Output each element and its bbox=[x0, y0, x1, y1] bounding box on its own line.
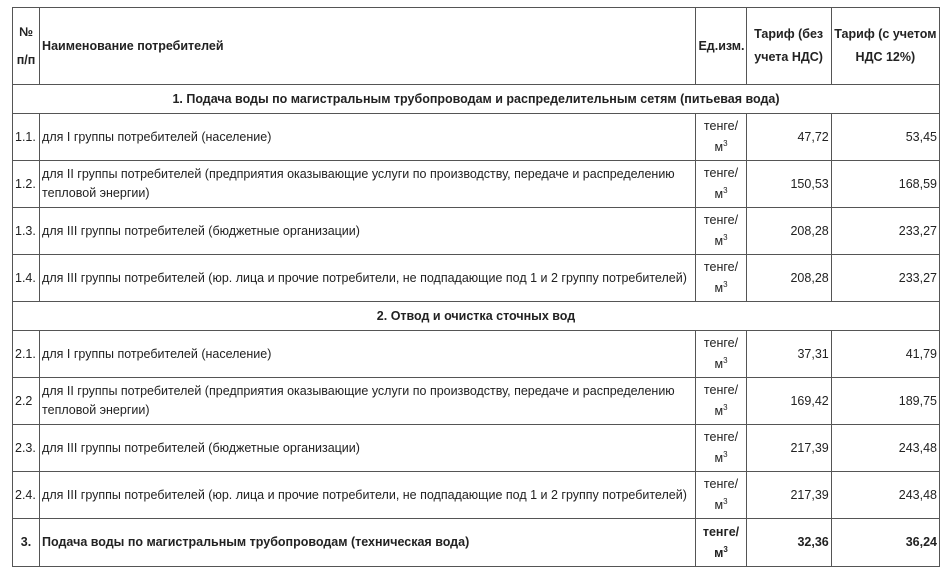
row-name: для I группы потребителей (население) bbox=[40, 331, 696, 378]
technical-water-row bbox=[13, 519, 940, 567]
row-tariff-no-vat: 208,28 bbox=[746, 208, 831, 255]
row-tariff-with-vat: 53,45 bbox=[831, 114, 939, 161]
table-header-row bbox=[13, 8, 940, 85]
row-tariff-no-vat: 32,36 bbox=[746, 519, 831, 567]
unit-exp: 3 bbox=[723, 232, 728, 242]
row-tariff-with-vat: 168,59 bbox=[831, 161, 939, 208]
unit-exp: 3 bbox=[723, 402, 728, 412]
header-unit: Ед.изм. bbox=[696, 8, 746, 85]
row-unit bbox=[696, 378, 746, 425]
unit-exp: 3 bbox=[723, 279, 728, 289]
unit-exp: 3 bbox=[723, 449, 728, 459]
row-num: 2.4. bbox=[13, 472, 40, 519]
row-num: 2.3. bbox=[13, 425, 40, 472]
section-title: 1. Подача воды по магистральным трубопроводам и распределительным сетям (питьевая вода) bbox=[13, 85, 940, 114]
unit-text: тенге/ bbox=[703, 477, 739, 491]
row-num: 1.4. bbox=[13, 255, 40, 302]
row-tariff-no-vat: 217,39 bbox=[746, 425, 831, 472]
unit-exp: 3 bbox=[723, 138, 728, 148]
row-tariff-no-vat: 217,39 bbox=[746, 472, 831, 519]
row-tariff-no-vat: 37,31 bbox=[746, 331, 831, 378]
row-name: для II группы потребителей (предприятия оказывающие услуги по производству, передаче и распределению тепловой энергии) bbox=[40, 161, 696, 208]
row-unit bbox=[696, 208, 746, 255]
unit-exp: 3 bbox=[723, 544, 728, 554]
row-num: 1.2. bbox=[13, 161, 40, 208]
unit-text: тенге/ bbox=[703, 166, 739, 180]
row-name: Подача воды по магистральным трубопроводам (техническая вода) bbox=[40, 519, 696, 567]
unit-base: м bbox=[714, 498, 724, 512]
row-name: для I группы потребителей (население) bbox=[40, 114, 696, 161]
table-row bbox=[13, 114, 940, 161]
row-tariff-with-vat: 233,27 bbox=[831, 208, 939, 255]
row-tariff-no-vat: 47,72 bbox=[746, 114, 831, 161]
row-num: 1.1. bbox=[13, 114, 40, 161]
tariff-table bbox=[12, 7, 940, 567]
row-unit bbox=[696, 161, 746, 208]
row-unit bbox=[696, 114, 746, 161]
table-row bbox=[13, 378, 940, 425]
row-unit bbox=[696, 472, 746, 519]
unit-exp: 3 bbox=[723, 185, 728, 195]
unit-base: м bbox=[714, 234, 724, 248]
unit-exp: 3 bbox=[723, 496, 728, 506]
row-name: для III группы потребителей (бюджетные организации) bbox=[40, 425, 696, 472]
row-tariff-with-vat: 243,48 bbox=[831, 425, 939, 472]
row-tariff-with-vat: 233,27 bbox=[831, 255, 939, 302]
unit-text: тенге/ bbox=[703, 430, 739, 444]
row-tariff-with-vat: 36,24 bbox=[831, 519, 939, 567]
row-num: 1.3. bbox=[13, 208, 40, 255]
section-row bbox=[13, 85, 940, 114]
unit-base: м bbox=[714, 281, 724, 295]
row-tariff-no-vat: 150,53 bbox=[746, 161, 831, 208]
header-tariff-no-vat: Тариф (без учета НДС) bbox=[746, 8, 831, 85]
row-name: для III группы потребителей (юр. лица и прочие потребители, не подпадающие под 1 и 2 группу потребителей) bbox=[40, 255, 696, 302]
unit-text: тенге/ bbox=[703, 336, 739, 350]
row-unit bbox=[696, 331, 746, 378]
row-unit bbox=[696, 519, 746, 567]
unit-base: м bbox=[714, 404, 724, 418]
table-row bbox=[13, 331, 940, 378]
unit-base: м bbox=[714, 357, 724, 371]
table-row bbox=[13, 425, 940, 472]
unit-text: тенге/ bbox=[703, 119, 739, 133]
unit-text: тенге/ bbox=[703, 213, 739, 227]
section-row bbox=[13, 302, 940, 331]
unit-base: м bbox=[714, 451, 724, 465]
row-tariff-with-vat: 189,75 bbox=[831, 378, 939, 425]
unit-text: тенге/ bbox=[702, 524, 740, 539]
table-row bbox=[13, 161, 940, 208]
row-unit bbox=[696, 255, 746, 302]
header-tariff-with-vat: Тариф (с учетом НДС 12%) bbox=[831, 8, 939, 85]
row-tariff-no-vat: 208,28 bbox=[746, 255, 831, 302]
table-row bbox=[13, 255, 940, 302]
row-num: 2.1. bbox=[13, 331, 40, 378]
unit-base: м bbox=[714, 187, 724, 201]
header-name: Наименование потребителей bbox=[40, 8, 696, 85]
row-num: 3. bbox=[13, 519, 40, 567]
unit-text: тенге/ bbox=[703, 260, 739, 274]
unit-base: м bbox=[714, 140, 724, 154]
row-name: для III группы потребителей (юр. лица и прочие потребители, не подпадающие под 1 и 2 группу потребителей) bbox=[40, 472, 696, 519]
row-name: для III группы потребителей (бюджетные организации) bbox=[40, 208, 696, 255]
row-tariff-no-vat: 169,42 bbox=[746, 378, 831, 425]
unit-exp: 3 bbox=[723, 355, 728, 365]
unit-base: м bbox=[714, 545, 724, 560]
unit-text: тенге/ bbox=[703, 383, 739, 397]
row-tariff-with-vat: 243,48 bbox=[831, 472, 939, 519]
row-tariff-with-vat: 41,79 bbox=[831, 331, 939, 378]
row-num: 2.2 bbox=[13, 378, 40, 425]
table-row bbox=[13, 472, 940, 519]
row-name: для II группы потребителей (предприятия оказывающие услуги по производству, передаче и распределению тепловой энергии) bbox=[40, 378, 696, 425]
row-unit bbox=[696, 425, 746, 472]
header-num: № п/п bbox=[13, 8, 40, 85]
table-row bbox=[13, 208, 940, 255]
section-title: 2. Отвод и очистка сточных вод bbox=[13, 302, 940, 331]
